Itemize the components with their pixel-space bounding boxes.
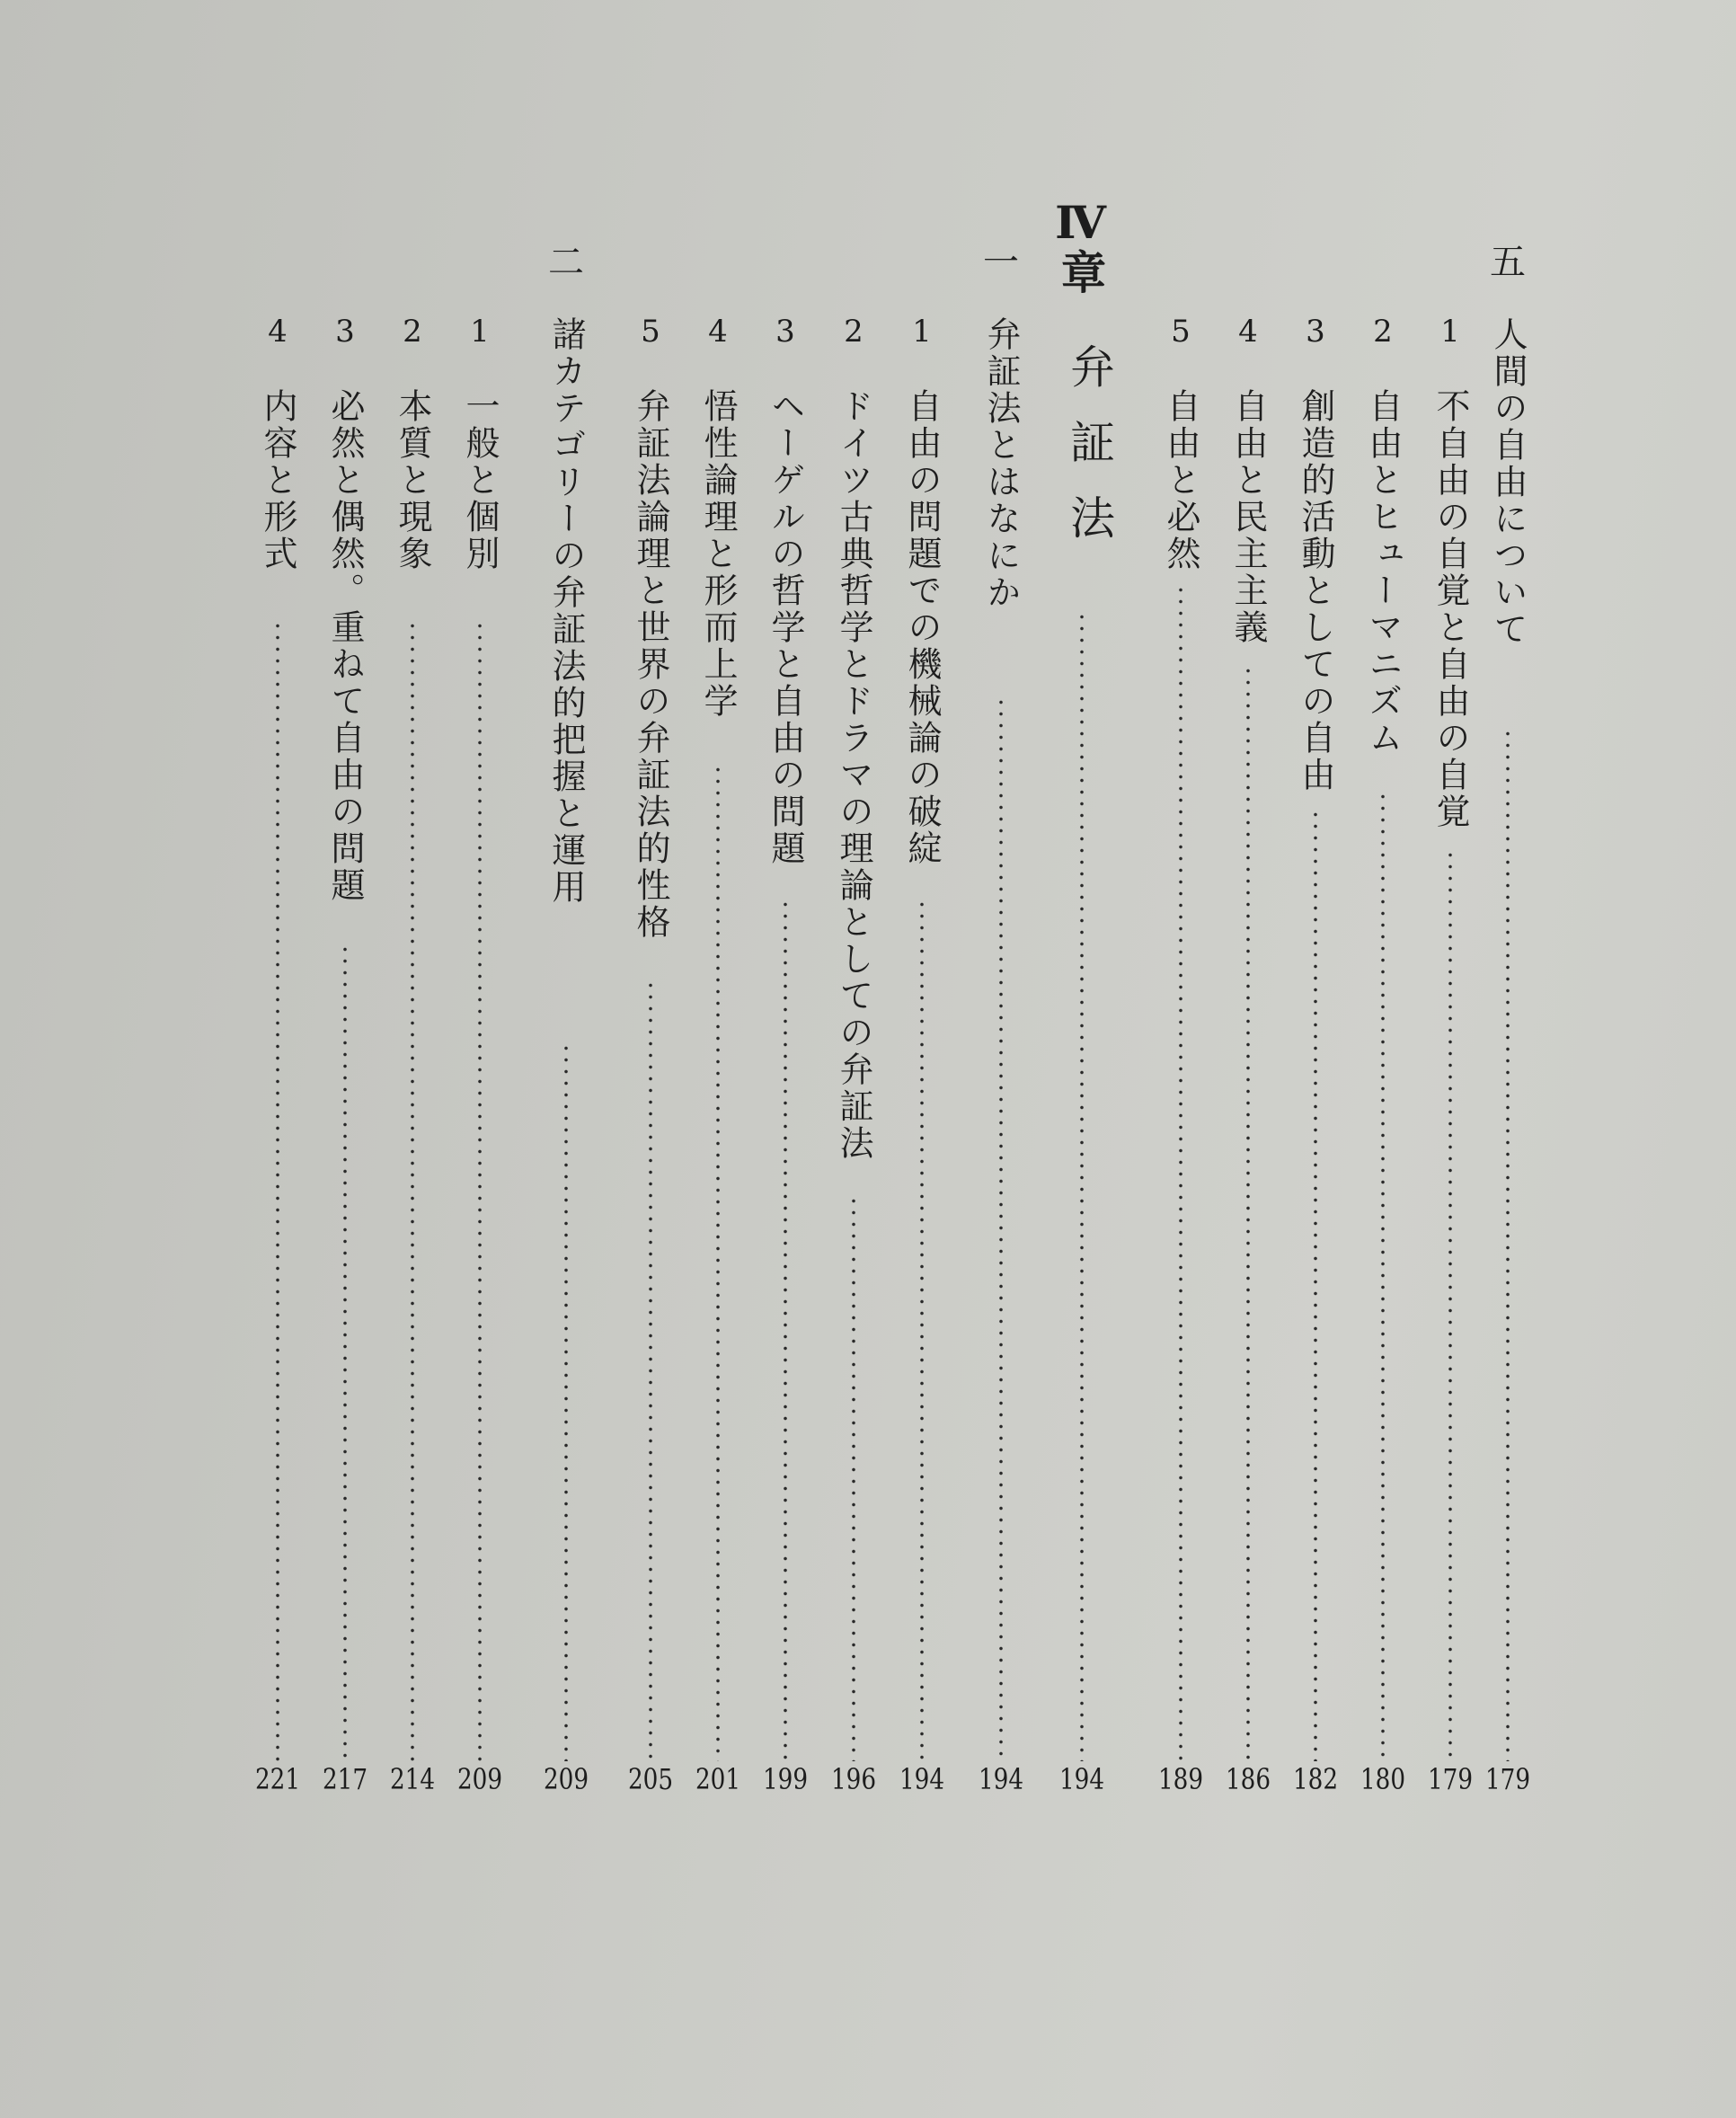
toc-marker: 3 xyxy=(1306,314,1325,350)
toc-entry-4-2-3 xyxy=(322,0,368,2118)
toc-marker: 5 xyxy=(641,314,660,350)
leader-dots xyxy=(1448,849,1453,1761)
leader-dots xyxy=(715,764,721,1761)
toc-entry-4-1-3 xyxy=(762,0,809,2118)
toc-title: 必然と偶然。重ねて自由の問題 xyxy=(325,388,365,904)
toc-page-number: 179 xyxy=(1484,1762,1531,1796)
toc-marker: 2 xyxy=(844,314,864,350)
toc-entry-5-1 xyxy=(1427,0,1474,2118)
toc-page-number: 209 xyxy=(543,1762,589,1796)
toc-marker: 1 xyxy=(1440,314,1460,350)
toc-title: 弁証法とはなにか xyxy=(981,316,1021,611)
toc-entry-4-1-5 xyxy=(627,0,674,2118)
leader-dots xyxy=(342,944,348,1761)
leader-dots xyxy=(563,1042,569,1761)
toc-page-number: 217 xyxy=(322,1762,368,1796)
toc-entry-5-5 xyxy=(1157,0,1204,2118)
leader-dots xyxy=(1245,665,1251,1761)
toc-title: ドイツ古典哲学とドラマの理論としての弁証法 xyxy=(834,388,873,1162)
toc-page-number: 189 xyxy=(1157,1762,1204,1796)
toc-title: ヘーゲルの哲学と自由の問題 xyxy=(766,388,805,867)
toc-entry-4-1-1 xyxy=(899,0,945,2118)
toc-marker: 4 xyxy=(708,314,728,350)
toc-page-number: 201 xyxy=(695,1762,741,1796)
toc-entry-4-2-1 xyxy=(456,0,503,2118)
toc-entry-5-2 xyxy=(1360,0,1406,2118)
toc-entry-4-1-2 xyxy=(830,0,877,2118)
toc-marker: 3 xyxy=(775,314,795,350)
toc-marker: 5 xyxy=(1171,314,1191,350)
leader-dots xyxy=(1380,791,1386,1761)
toc-marker: 一 xyxy=(983,242,1019,283)
chapter-title: 弁証法 xyxy=(1063,343,1115,570)
toc-marker: 1 xyxy=(912,314,932,350)
toc-title: 自由の問題での機械論の破綻 xyxy=(902,388,942,867)
leader-dots xyxy=(648,979,653,1761)
toc-page-number: 196 xyxy=(830,1762,877,1796)
toc-entry-chapter-4 xyxy=(1054,0,1115,2118)
toc-title: 内容と形式 xyxy=(258,388,297,572)
leader-dots xyxy=(851,1195,856,1761)
toc-entry-5-3 xyxy=(1292,0,1339,2118)
leader-dots xyxy=(1505,728,1510,1761)
toc-marker: 2 xyxy=(1373,314,1393,350)
toc-title: 創造的活動としての自由 xyxy=(1296,388,1335,793)
toc-entry-4-2 xyxy=(543,0,589,2118)
toc-page-number: 194 xyxy=(899,1762,945,1796)
toc-title: 不自由の自覚と自由の自覚 xyxy=(1430,388,1470,830)
chapter-label: Ⅳ章 xyxy=(1054,196,1107,294)
toc-title: 自由と民主主義 xyxy=(1228,388,1268,646)
leader-dots xyxy=(410,620,415,1761)
leader-dots xyxy=(1079,611,1085,1761)
toc-page-number: 221 xyxy=(254,1762,301,1796)
toc-entry-4-1 xyxy=(978,0,1024,2118)
toc-marker: 4 xyxy=(268,314,288,350)
toc-entry-4-2-2 xyxy=(389,0,436,2118)
toc-title: 一般と個別 xyxy=(460,388,500,572)
leader-dots xyxy=(998,696,1004,1761)
toc-title: 諸カテゴリーの弁証法的把握と運用 xyxy=(546,316,586,906)
toc-page-number: 194 xyxy=(978,1762,1024,1796)
toc-title: 自由と必然 xyxy=(1161,388,1200,572)
toc-page-number: 182 xyxy=(1292,1762,1339,1796)
toc-marker: 1 xyxy=(470,314,490,350)
leader-dots xyxy=(919,899,925,1761)
toc-page-number: 205 xyxy=(627,1762,674,1796)
toc-title: 弁証法論理と世界の弁証法的性格 xyxy=(631,388,670,941)
toc-entry-4-1-4 xyxy=(695,0,741,2118)
leader-dots xyxy=(275,620,280,1761)
toc-entry-4-2-4 xyxy=(254,0,301,2118)
toc-page-number: 209 xyxy=(456,1762,503,1796)
leader-dots xyxy=(477,620,483,1761)
toc-marker: 五 xyxy=(1490,242,1526,283)
toc-page-number: 194 xyxy=(1058,1762,1105,1796)
toc-marker: 4 xyxy=(1238,314,1258,350)
toc-title: 人間の自由について xyxy=(1488,316,1528,648)
leader-dots xyxy=(1178,584,1183,1761)
toc-page-number: 179 xyxy=(1427,1762,1474,1796)
toc-title: 本質と現象 xyxy=(393,388,432,572)
toc-marker: 二 xyxy=(548,242,584,283)
toc-entry-section-5 xyxy=(1484,0,1531,2118)
leader-dots xyxy=(1313,809,1318,1761)
toc-page-number: 186 xyxy=(1225,1762,1271,1796)
toc-title: 悟性論理と形而上学 xyxy=(698,388,738,720)
toc-entry-5-4 xyxy=(1225,0,1271,2118)
toc-title: 自由とヒューマニズム xyxy=(1363,388,1403,757)
toc-page-number: 214 xyxy=(389,1762,436,1796)
toc-page-number: 180 xyxy=(1360,1762,1406,1796)
toc-marker: 2 xyxy=(403,314,422,350)
toc-page-number: 199 xyxy=(762,1762,809,1796)
leader-dots xyxy=(783,899,788,1761)
toc-marker: 3 xyxy=(335,314,355,350)
